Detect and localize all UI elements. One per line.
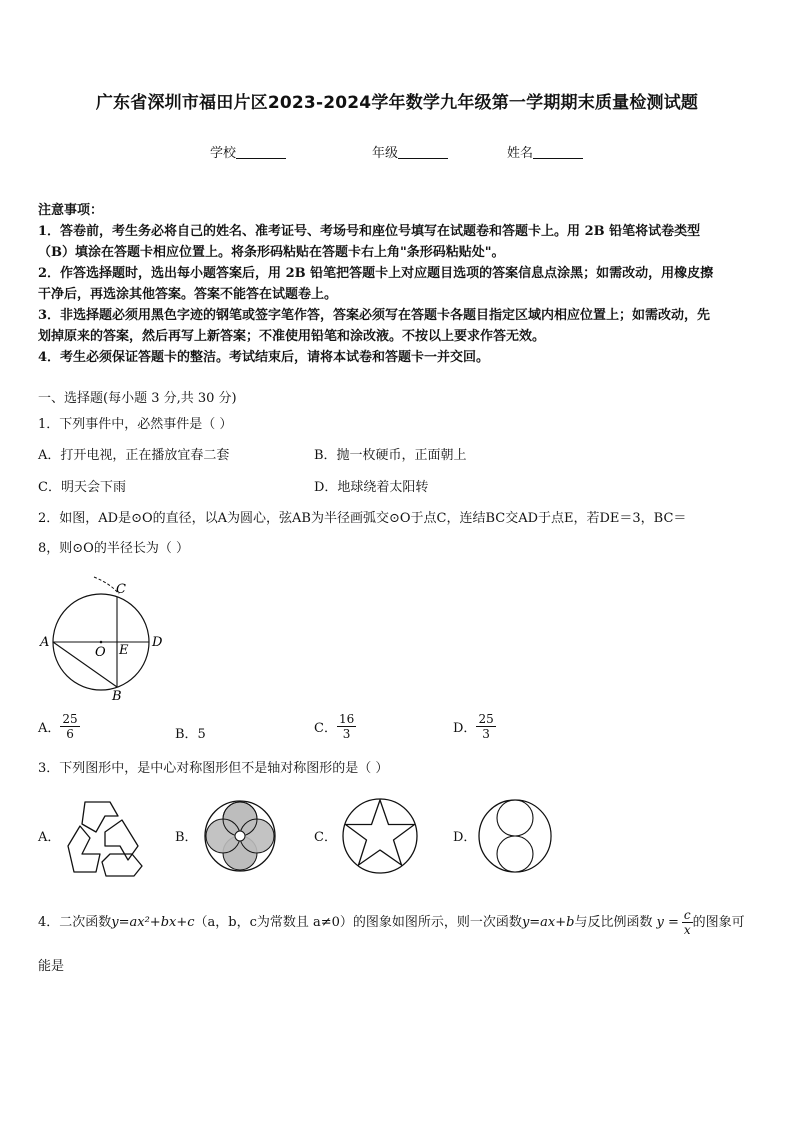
section-heading: 一、选择题(每小题 3 分,共 30 分) (38, 391, 237, 406)
q1-option-c: C．明天会下雨 (38, 480, 126, 495)
q2-option-a (38, 712, 80, 741)
grade-field (372, 142, 448, 161)
q2-c-denominator: 3 (342, 727, 351, 741)
q4-end: 的图象可 (692, 915, 745, 930)
q2-option-d-label: D． (453, 721, 477, 736)
notice-block (38, 200, 768, 368)
q2-option-c (314, 712, 356, 741)
q2-option-d-fraction (476, 712, 495, 741)
school-field (210, 142, 286, 161)
q2-circle-figure (36, 572, 166, 704)
label-E: E (119, 643, 129, 658)
q3-option-d-yinyang-figure (476, 797, 554, 875)
label-D: D (152, 635, 163, 650)
q4-reciprocal-fraction (682, 908, 693, 937)
q4-reciprocal-denominator: x (683, 923, 691, 937)
school-label: 学校 (210, 146, 237, 161)
q4-mid: 与反比例函数 (574, 915, 653, 930)
q4-reciprocal-numerator: c (683, 908, 691, 922)
notice-item-3a: 3．非选择题必须用黑色字迹的钢笔或签字笔作答，答案必须写在答题卡各题目指定区域内相应位置上；如需改动，先 (38, 308, 711, 323)
q1-stem: 1．下列事件中，必然事件是（ ） (38, 417, 233, 432)
q2-option-c-label: C． (314, 721, 337, 736)
q2-option-c-fraction (337, 712, 356, 741)
q1-option-a: A．打开电视，正在播放宜春二套 (38, 448, 230, 463)
q4-linear: y=ax+b (521, 915, 575, 930)
label-B: B (112, 689, 122, 704)
notice-heading: 注意事项： (38, 203, 104, 218)
q3-option-b-petal-figure (202, 798, 278, 874)
grade-blank (398, 145, 448, 159)
q4-stem-pre: 4．二次函数 (38, 915, 112, 930)
q4-condition: （a，b，c为常数且 a≠0）的图象如图所示，则一次函数 (194, 915, 522, 930)
name-label: 姓名 (507, 146, 534, 161)
q3-option-a-label: A． (38, 830, 61, 845)
name-blank (533, 145, 583, 159)
q4-stem-line2: 能是 (38, 959, 65, 974)
notice-item-1b: （B）填涂在答题卡相应位置上。将条形码粘贴在答题卡右上角"条形码粘贴处"。 (38, 245, 505, 260)
q3-option-d-label: D． (453, 830, 477, 845)
notice-item-4: 4．考生必须保证答题卡的整洁。考试结束后，请将本试卷和答题卡一并交回。 (38, 350, 490, 365)
q2-stem-line1: 2．如图，AD是⊙O的直径，以A为圆心，弦AB为半径画弧交⊙O于点C，连结BC交AD于点E，若DE＝3，BC＝ (38, 511, 687, 526)
q3-option-b-label: B． (175, 830, 198, 845)
grade-label: 年级 (372, 146, 399, 161)
q1-option-d: D．地球绕着太阳转 (314, 480, 429, 495)
q1-option-b: B．抛一枚硬币，正面朝上 (314, 448, 467, 463)
label-C: C (116, 582, 126, 597)
q4-stem-line1 (38, 908, 768, 937)
notice-item-2a: 2．作答选择题时，选出每小题答案后，用 2B 铅笔把答题卡上对应题目选项的答案信息点涂黑；如需改动，用橡皮擦 (38, 266, 714, 281)
name-field (507, 142, 583, 161)
q2-a-numerator: 25 (62, 712, 78, 726)
q3-option-a-recycle-figure (60, 796, 148, 878)
q3-stem: 3．下列图形中，是中心对称图形但不是轴对称图形的是（ ） (38, 761, 389, 776)
label-O: O (95, 645, 106, 660)
notice-item-3b: 划掉原来的答案，然后再写上新答案；不准使用铅笔和涂改液。不按以上要求作答无效。 (38, 329, 546, 344)
q2-d-numerator: 25 (478, 712, 494, 726)
notice-item-1a: 1．答卷前，考生务必将自己的姓名、准考证号、考场号和座位号填写在试题卷和答题卡上。用 2B 铅笔将试卷类型 (38, 224, 701, 239)
q2-option-a-fraction (60, 712, 79, 741)
label-A: A (40, 635, 50, 650)
page-title: 广东省深圳市福田片区2023-2024学年数学九年级第一学期期末质量检测试题 (95, 93, 699, 113)
q2-c-numerator: 16 (338, 712, 355, 726)
q2-option-b: B．5 (175, 727, 206, 742)
q3-option-c-label: C． (314, 830, 337, 845)
q2-option-a-label: A． (38, 721, 61, 736)
q2-a-denominator: 6 (66, 727, 74, 741)
school-blank (236, 145, 286, 159)
notice-item-2b: 干净后，再选涂其他答案。答案不能答在试题卷上。 (38, 287, 338, 302)
q2-stem-line2: 8，则⊙O的半径长为（ ） (38, 541, 189, 556)
q2-option-d (453, 712, 496, 741)
q2-d-denominator: 3 (482, 727, 490, 741)
q4-quadratic: y=ax²+bx+c (111, 915, 195, 930)
q4-reciprocal-y: y = (656, 915, 679, 930)
q3-option-c-star-figure (340, 796, 420, 876)
